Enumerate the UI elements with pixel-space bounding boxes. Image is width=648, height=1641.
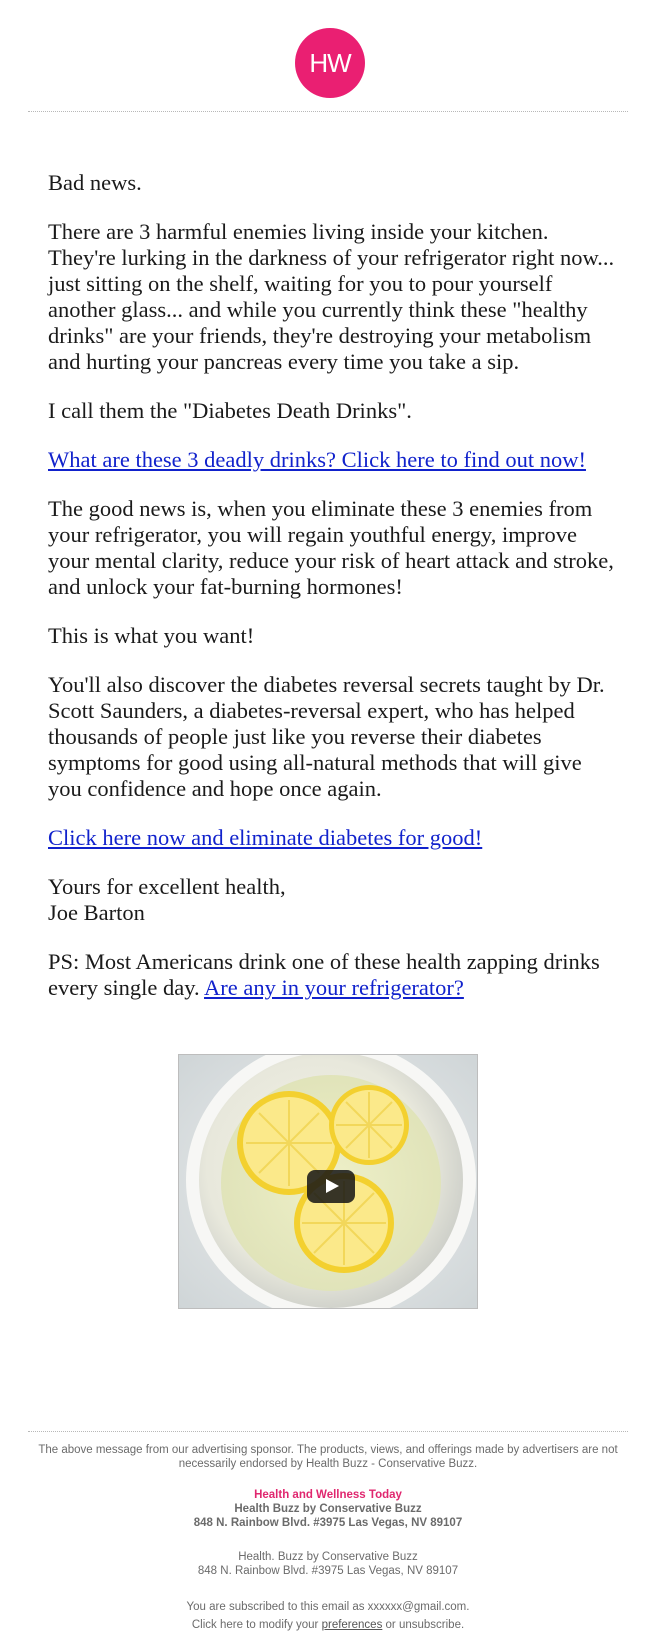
link-paragraph-1 xyxy=(48,447,618,473)
brand-title: Health and Wellness Today xyxy=(254,1489,402,1501)
subscription-block xyxy=(28,1598,628,1634)
brand-name: Health Buzz by Conservative Buzz xyxy=(234,1503,422,1515)
eliminate-diabetes-link[interactable]: Click here now and eliminate diabetes for good! xyxy=(48,825,483,850)
ps-paragraph xyxy=(48,949,618,1001)
signoff-name: Joe Barton xyxy=(48,900,145,925)
top-divider xyxy=(28,111,628,112)
play-icon[interactable] xyxy=(307,1170,355,1203)
brand-address: 848 N. Rainbow Blvd. #3975 Las Vegas, NV 89107 xyxy=(193,1517,463,1529)
modify-line xyxy=(28,1616,628,1634)
ps-text: PS: Most Americans drink one of these health zapping drinks every single day. xyxy=(48,949,600,1000)
paragraph-death-drinks: I call them the "Diabetes Death Drinks". xyxy=(48,398,412,423)
signoff xyxy=(48,874,618,926)
paragraph-good-news: The good news is, when you eliminate these 3 enemies from your refrigerator, you will regain youthful energy, improve your mental clarity, reduce your risk of heart attack and stroke, and unlock your fat-burning hormones! xyxy=(48,496,614,599)
brand-block xyxy=(28,1488,628,1530)
sponsor-disclaimer: The above message from our advertising sponsor. The products, views, and offerings made by advertisers are not necessarily endorsed by Health Buzz - Conservative Buzz. xyxy=(38,1444,618,1470)
email-body xyxy=(48,170,618,1024)
logo-text: HW xyxy=(309,48,351,78)
company-block xyxy=(28,1550,628,1578)
company-address: 848 N. Rainbow Blvd. #3975 Las Vegas, NV 89107 xyxy=(197,1565,459,1577)
modify-suffix: or unsubscribe. xyxy=(385,1619,465,1631)
preferences-link[interactable]: preferences xyxy=(321,1619,383,1631)
find-out-link[interactable]: What are these 3 deadly drinks? Click here to find out now! xyxy=(48,447,586,472)
hw-logo-mark xyxy=(295,28,365,98)
paragraph-want: This is what you want! xyxy=(48,623,255,648)
bottom-divider xyxy=(28,1431,628,1432)
signoff-line: Yours for excellent health, xyxy=(48,874,286,899)
link-paragraph-2 xyxy=(48,825,618,851)
company-name: Health. Buzz by Conservative Buzz xyxy=(238,1551,418,1563)
paragraph-enemies: There are 3 harmful enemies living inside your kitchen. They're lurking in the darkness of your refrigerator right now... just sitting on the shelf, waiting for you to pour yourself another glass... and while you currently think these "healthy drinks" are your friends, they're destroying your metabolism and hurting your pancreas every time you take a sip. xyxy=(48,219,615,374)
refrigerator-link[interactable]: Are any in your refrigerator? xyxy=(204,975,464,1000)
footer xyxy=(28,1443,628,1634)
modify-prefix: Click here to modify your xyxy=(191,1619,319,1631)
paragraph-secrets: You'll also discover the diabetes reversal secrets taught by Dr. Scott Saunders, a diabetes-reversal expert, who has helped thousands of people just like you reverse their diabetes symptoms for good using all-natural methods that will give you confidence and hope once again. xyxy=(48,672,605,801)
hw-logo[interactable] xyxy=(295,28,365,98)
video-thumbnail[interactable] xyxy=(178,1054,478,1309)
subscribed-text: You are subscribed to this email as xxxxxx@gmail.com. xyxy=(186,1601,470,1613)
paragraph-bad-news: Bad news. xyxy=(48,170,142,195)
